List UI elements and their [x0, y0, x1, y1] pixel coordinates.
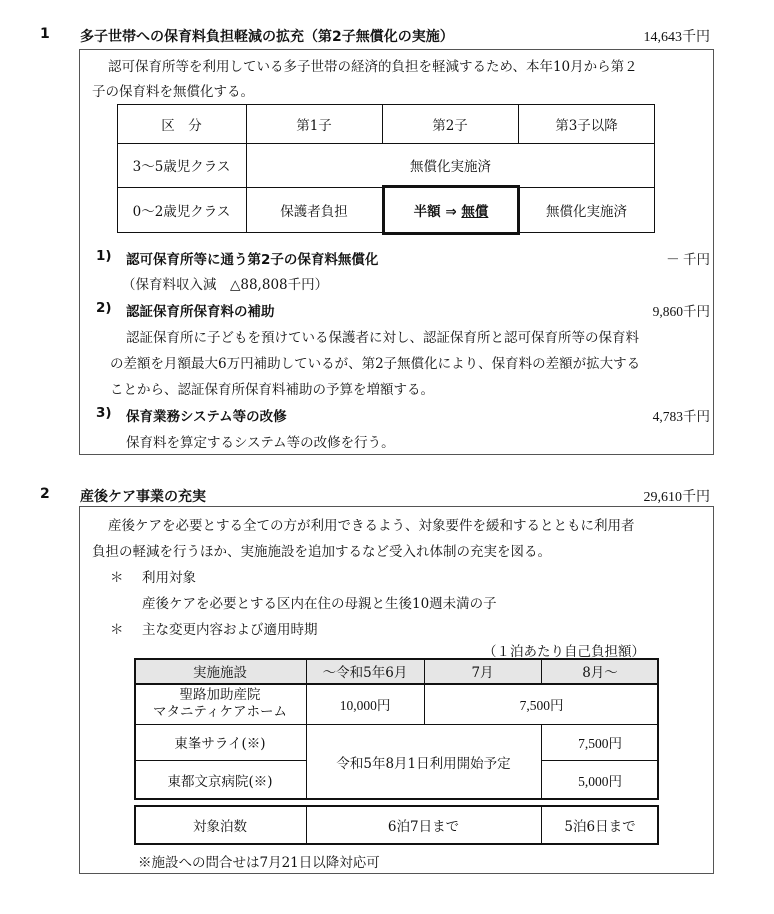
childcare-row2-second-prefix: 半額 ⇒: [413, 204, 462, 220]
nights-from-august: 5泊6日まで: [564, 819, 636, 835]
footnote: ※施設への問合せは7月21日以降対応可: [138, 855, 380, 871]
bullet1-mark: ＊: [110, 570, 124, 586]
section1-amount: 14,643千円: [643, 30, 710, 45]
section1-title: 多子世帯への保育料負担軽減の拡充（第2子無償化の実施）: [80, 29, 454, 45]
childcare-row1-merged: 無償化実施済: [410, 159, 491, 175]
item1-line1: （保育料収入減 △88,808千円）: [122, 277, 329, 293]
childcare-row2-second-emphasis: 無償: [461, 204, 489, 220]
seiroka-until-june: 10,000円: [339, 697, 391, 713]
bullet1-label: 利用対象: [142, 570, 196, 586]
item2-line1: 認証保育所に子どもを預けている保護者に対し、認証保育所と認可保育所等の保育料: [126, 330, 639, 346]
item2-line3: ことから、認証保育所保育料補助の予算を増額する。: [110, 382, 434, 398]
postnatal-header-august: 8月〜: [582, 664, 618, 681]
section2-amount: 29,610千円: [643, 490, 710, 505]
item3-amount: 4,783千円: [652, 409, 710, 424]
item2-line2: の差額を月額最大6万円補助しているが、第2子無償化により、保育料の差額が拡大する: [110, 356, 641, 372]
seiroka-from-july: 7,500円: [519, 697, 564, 713]
facility-seiroka-line1: 聖路加助産院: [179, 686, 261, 703]
childcare-header-second: 第2子: [432, 118, 468, 134]
section2-intro-line2: 負担の軽減を行うほか、実施施設を追加するなど受入れ体制の充実を図る。: [92, 544, 551, 560]
facility-seiroka: [134, 683, 306, 724]
merged-plan: 令和5年8月1日利用開始予定: [336, 756, 511, 772]
childcare-row2-third: 無償化実施済: [546, 204, 627, 220]
item1-amount: － 千円: [666, 252, 710, 267]
item3-title: 保育業務システム等の改修: [126, 409, 287, 425]
section2-intro-line1: 産後ケアを必要とする全ての方が利用できるよう、対象要件を緩和するとともに利用者: [108, 518, 635, 534]
toto-bunkyo-august: 5,000円: [578, 774, 622, 789]
nights-until-july: 6泊7日まで: [387, 819, 460, 835]
section1-number: 1: [40, 26, 50, 42]
item2-number: 2): [96, 300, 112, 316]
bullet2-label: 主な変更内容および適用時期: [142, 622, 318, 638]
childcare-row2-second: [382, 185, 520, 235]
section2-number: 2: [40, 486, 50, 502]
postnatal-header-facility: 実施施設: [193, 664, 247, 681]
childcare-header-third: 第3子以降: [555, 118, 618, 134]
facility-seiroka-line2: マタニティケアホーム: [153, 703, 287, 720]
postnatal-header-until-june: 〜令和5年6月: [322, 664, 408, 681]
postnatal-header-july: 7月: [471, 664, 494, 681]
item3-number: 3): [96, 405, 112, 421]
section1-intro-line2: 子の保育料を無償化する。: [92, 84, 254, 100]
bullet1-text: 産後ケアを必要とする区内在住の母親と生後10週未満の子: [142, 596, 497, 612]
facility-tohmine: 東峯サライ(※): [174, 736, 266, 752]
tohmine-august: 7,500円: [578, 736, 622, 751]
section2-title: 産後ケア事業の充実: [80, 489, 206, 505]
item3-line1: 保育料を算定するシステム等の改修を行う。: [126, 435, 395, 451]
childcare-row1-label: 3〜5歳児クラス: [132, 159, 231, 175]
section1-intro-line1: 認可保育所等を利用している多子世帯の経済的負担を軽減するため、本年10月から第２: [108, 59, 638, 75]
item2-amount: 9,860千円: [652, 304, 710, 319]
childcare-row2-label: 0〜2歳児クラス: [132, 204, 231, 220]
childcare-row2-first: 保護者負担: [280, 204, 348, 220]
nights-label: 対象泊数: [193, 819, 247, 835]
childcare-header-category: 区 分: [161, 118, 202, 134]
item1-title: 認可保育所等に通う第2子の保育料無償化: [126, 252, 379, 268]
facility-toto-bunkyo: 東都文京病院(※): [167, 774, 273, 790]
table-note: （１泊あたり自己負担額）: [483, 644, 645, 660]
item1-number: 1): [96, 248, 112, 264]
bullet2-mark: ＊: [110, 622, 124, 638]
childcare-header-first: 第1子: [296, 118, 332, 134]
item2-title: 認証保育所保育料の補助: [126, 304, 275, 320]
